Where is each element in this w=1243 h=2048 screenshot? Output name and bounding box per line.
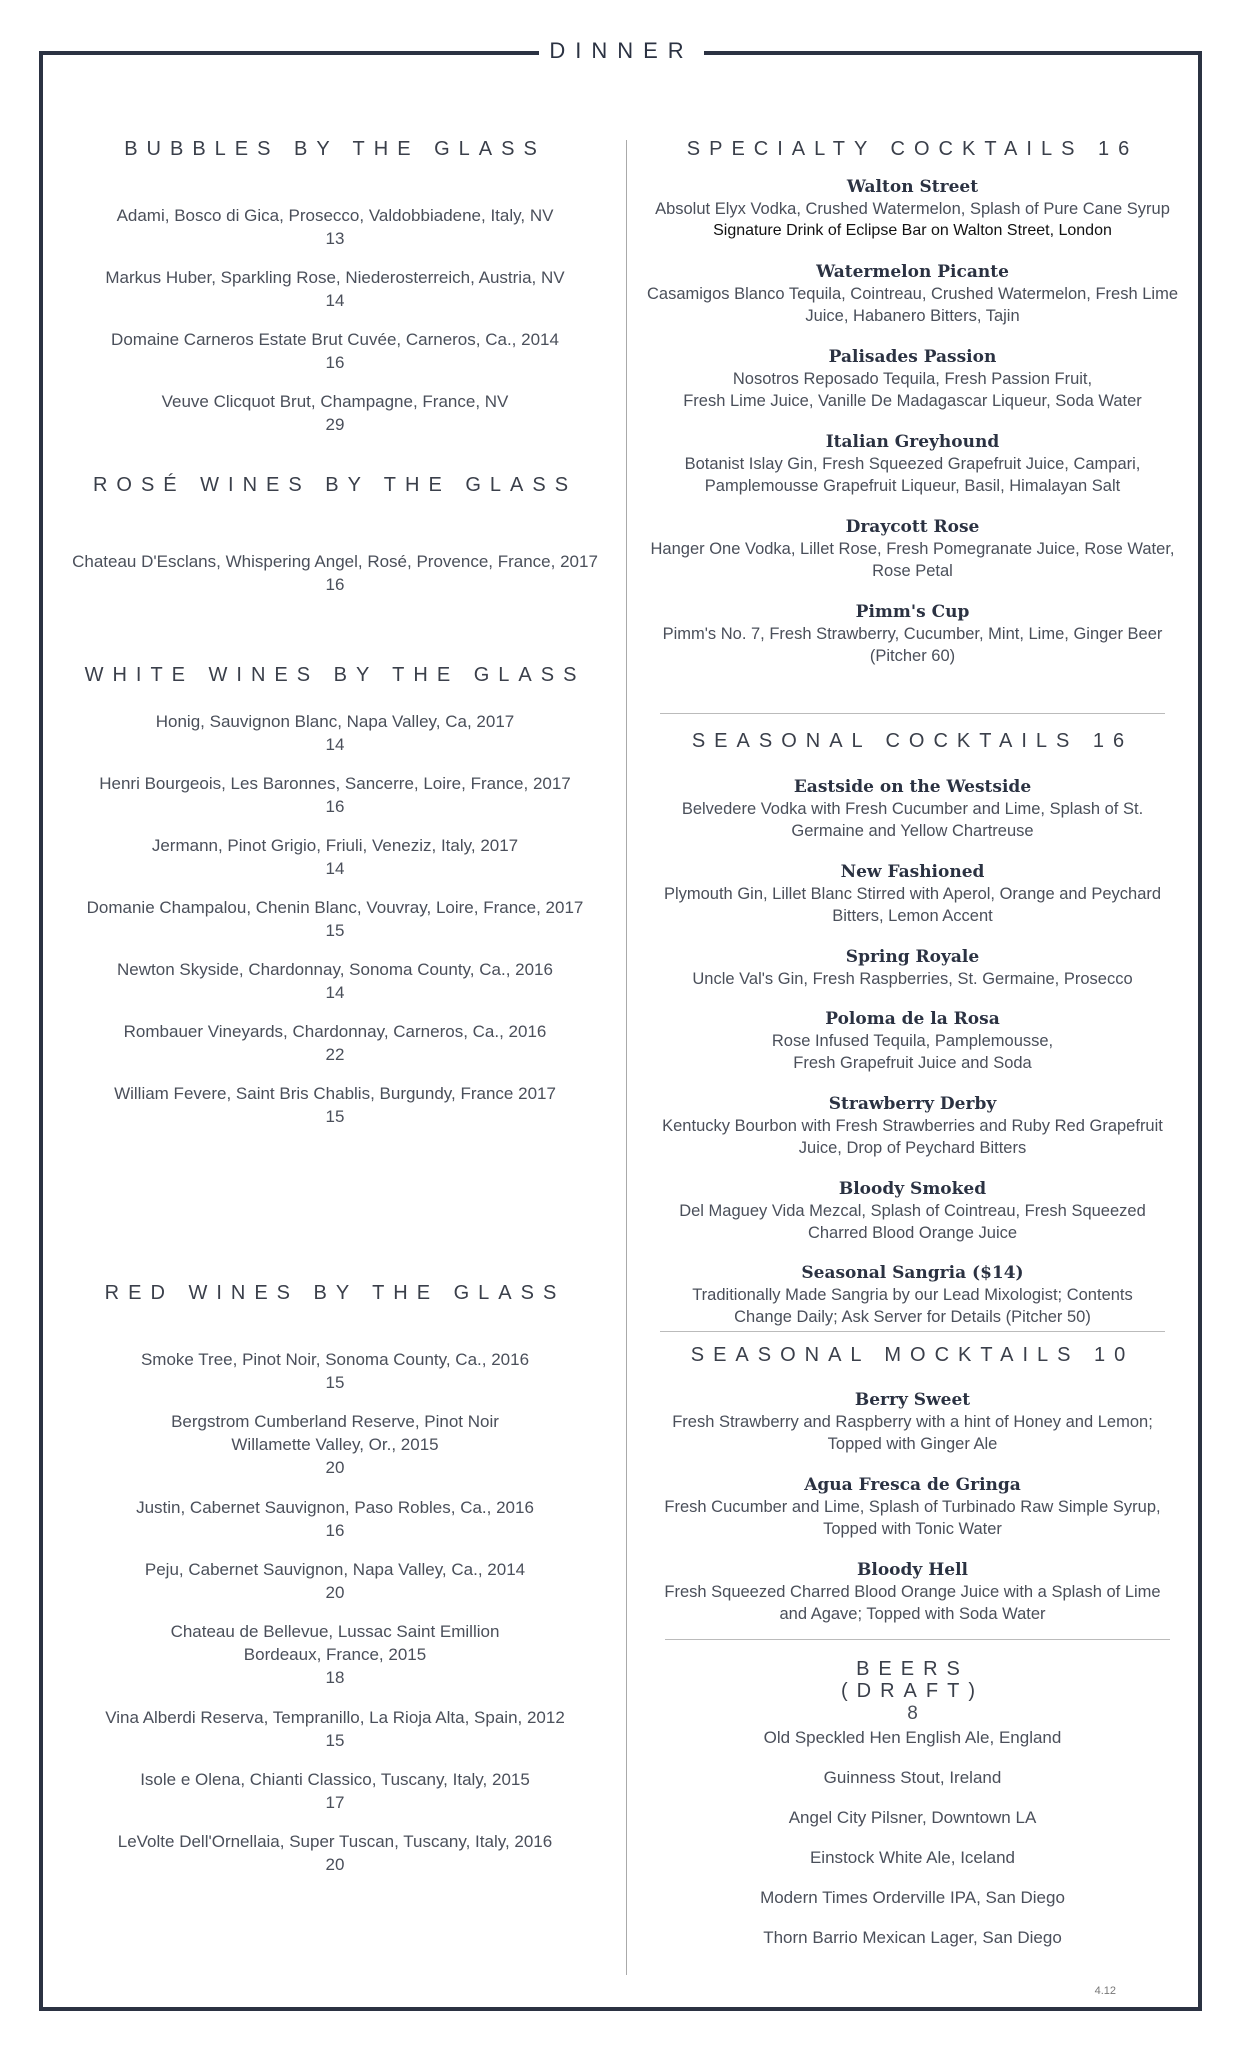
menu-title: DINNER [539,38,703,63]
wine-item: Chateau D'Esclans, Whispering Angel, Rosé, Provence, France, 2017 16 [72,552,598,594]
wine-item: Chateau de Bellevue, Lussac Saint Emillion Bordeaux, France, 2015 18 [170,1622,500,1687]
section-divider [665,1639,1170,1640]
cocktail-item: Seasonal Sangria ($14) Traditionally Made Sangria by our Lead Mixologist; Contents Change Daily; Ask Server for Details (Pitcher 50) [692,1263,1133,1326]
cocktail-item: Italian Greyhound Botanist Islay Gin, Fresh Squeezed Grapefruit Juice, Campari, Pamplemousse Grapefruit Liqueur, Basil, Himalayan Salt [684,432,1141,495]
cocktail-item: New Fashioned Plymouth Gin, Lillet Blanc Stirred with Aperol, Orange and Peychard Bitters, Lemon Accent [663,862,1162,925]
wine-item: Honig, Sauvignon Blanc, Napa Valley, Ca, 2017 14 [155,712,515,754]
wine-item: Domanie Champalou, Chenin Blanc, Vouvray, Loire, France, 2017 15 [86,898,584,940]
wine-item: William Fevere, Saint Bris Chablis, Burgundy, France 2017 15 [114,1084,556,1126]
rose-heading: ROSÉ WINES BY THE GLASS [92,474,578,496]
wine-item: LeVolte Dell'Ornellaia, Super Tuscan, Tuscany, Italy, 2016 20 [117,1832,553,1874]
cocktail-item: Pimm's Cup Pimm's No. 7, Fresh Strawberry, Cucumber, Mint, Lime, Ginger Beer (Pitcher 60) [662,602,1163,665]
wine-item: Markus Huber, Sparkling Rose, Niederosterreich, Austria, NV 14 [105,268,565,310]
section-divider [660,1331,1165,1332]
cocktail-item: Poloma de la Rosa Rose Infused Tequila, Pamplemousse, Fresh Grapefruit Juice and Soda [771,1009,1054,1072]
specialty-heading: SPECIALTY COCKTAILS 16 [686,138,1139,160]
wine-item: Isole e Olena, Chianti Classico, Tuscany, Italy, 2015 17 [140,1770,530,1812]
cocktail-item: Bloody Smoked Del Maguey Vida Mezcal, Splash of Cointreau, Fresh Squeezed Charred Blood Orange Juice [679,1179,1146,1242]
beer-item: Einstock White Ale, Iceland [809,1848,1016,1867]
beer-item: Old Speckled Hen English Ale, England [763,1728,1062,1747]
mocktail-item: Agua Fresca de Gringa Fresh Cucumber and Lime, Splash of Turbinado Raw Simple Syrup, Topped with Tonic Water [664,1475,1161,1538]
column-divider [626,140,627,1975]
beers-subheading: (DRAFT) [841,1680,984,1702]
beer-item: Modern Times Orderville IPA, San Diego [760,1888,1065,1907]
beer-item: Guinness Stout, Ireland [823,1768,1002,1787]
mocktail-item: Berry Sweet Fresh Strawberry and Raspberry with a hint of Honey and Lemon; Topped with Ginger Ale [672,1390,1153,1453]
wine-item: Veuve Clicquot Brut, Champagne, France, NV 29 [161,392,509,434]
cocktail-item: Draycott Rose Hanger One Vodka, Lillet Rose, Fresh Pomegranate Juice, Rose Water, Rose Petal [650,517,1175,580]
section-divider [660,713,1165,714]
menu-title-wrap [0,38,1243,64]
cocktail-item: Eastside on the Westside Belvedere Vodka with Fresh Cucumber and Lime, Splash of St. Germaine and Yellow Chartreuse [681,777,1144,840]
beers-heading: BEERS [856,1658,969,1680]
wine-item: Domaine Carneros Estate Brut Cuvée, Carneros, Ca., 2014 16 [111,330,559,372]
white-heading: WHITE WINES BY THE GLASS [84,664,586,686]
wine-item: Jermann, Pinot Grigio, Friuli, Veneziz, Italy, 2017 14 [151,836,519,878]
seasonal-heading: SEASONAL COCKTAILS 16 [691,730,1134,752]
mocktails-heading: SEASONAL MOCKTAILS 10 [690,1344,1135,1366]
cocktail-item: Watermelon Picante Casamigos Blanco Tequila, Cointreau, Crushed Watermelon, Fresh Lime Juice, Habanero Bitters, Tajin [647,262,1178,325]
wine-item: Vina Alberdi Reserva, Tempranillo, La Rioja Alta, Spain, 2012 15 [105,1708,565,1750]
wine-item: Adami, Bosco di Gica, Prosecco, Valdobbiadene, Italy, NV 13 [116,206,554,248]
wine-item: Smoke Tree, Pinot Noir, Sonoma County, Ca., 2016 15 [140,1350,530,1392]
wine-item: Bergstrom Cumberland Reserve, Pinot Noir Willamette Valley, Or., 2015 20 [171,1412,499,1477]
wine-item: Justin, Cabernet Sauvignon, Paso Robles, Ca., 2016 16 [136,1498,534,1540]
wine-item: Rombauer Vineyards, Chardonnay, Carneros, Ca., 2016 22 [123,1022,547,1064]
mocktail-item: Bloody Hell Fresh Squeezed Charred Blood Orange Juice with a Splash of Lime and Agave; Topped with Soda Water [664,1560,1161,1623]
cocktail-item: Strawberry Derby Kentucky Bourbon with Fresh Strawberries and Ruby Red Grapefruit Juice, Drop of Peychard Bitters [662,1094,1163,1157]
wine-item: Newton Skyside, Chardonnay, Sonoma County, Ca., 2016 14 [117,960,553,1002]
cocktail-item: Palisades Passion Nosotros Reposado Tequila, Fresh Passion Fruit, Fresh Lime Juice, Vanille De Madagascar Liqueur, Soda Water [683,347,1142,410]
menu-version-code: 4.12 [1094,1985,1116,1997]
beer-item: Angel City Pilsner, Downtown LA [788,1808,1037,1827]
wine-item: Peju, Cabernet Sauvignon, Napa Valley, Ca., 2014 20 [144,1560,526,1602]
wine-item: Henri Bourgeois, Les Baronnes, Sancerre, Loire, France, 2017 16 [99,774,571,816]
cocktail-item: Spring Royale Uncle Val's Gin, Fresh Raspberries, St. Germaine, Prosecco [692,947,1133,988]
beer-item: Thorn Barrio Mexican Lager, San Diego [763,1928,1062,1947]
cocktail-item: Walton Street Absolut Elyx Vodka, Crushed Watermelon, Splash of Pure Cane Syrup Signature Drink of Eclipse Bar on Walton Street, London [655,177,1170,239]
beers-price: 8 [907,1703,918,1724]
bubbles-heading: BUBBLES BY THE GLASS [124,138,546,160]
red-heading: RED WINES BY THE GLASS [104,1282,566,1304]
